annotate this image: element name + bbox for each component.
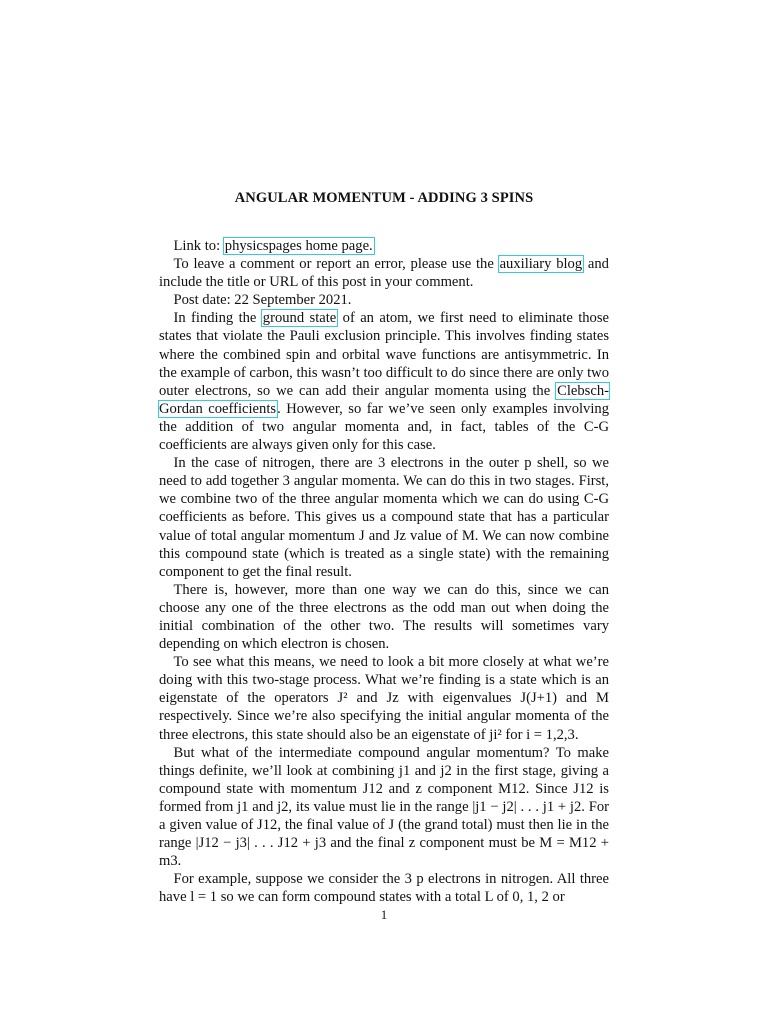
article-body bbox=[159, 237, 609, 906]
p1-text-a: In finding the bbox=[173, 310, 262, 327]
post-date: Post date: 22 September 2021. bbox=[173, 292, 352, 309]
link-prefix: Link to: bbox=[173, 238, 224, 254]
paragraph-eigenstate: To see what this means, we need to look a bit more closely at what we’re doing with this two-stage process. What we’re finding is a state which is an eigenstate of the operators J² and Jz with eigenvalues J(J+1) and M respectively. Since we’re also specifying the initial angular momenta of the three electrons, this state should also be an eigenstate of ji² for i = 1,2,3. bbox=[159, 654, 609, 743]
comment-text-b: and include the title or URL of this post in your comment. bbox=[159, 256, 609, 291]
paper-title: ANGULAR MOMENTUM - ADDING 3 SPINS bbox=[234, 190, 534, 206]
clebsch-gordan-link[interactable]: Clebsch-Gordan coefficients bbox=[159, 382, 609, 417]
paragraph-example: For example, suppose we consider the 3 p electrons in nitrogen. All three have l = 1 so we can form compound states with a total L of 0, 1, 2 or bbox=[159, 871, 609, 906]
paragraph-intermediate: But what of the intermediate compound angular momentum? To make things definite, we’ll look at combining j1 and j2 in the first stage, giving a compound state with momentum J12 and z component M12. Since J12 is formed from j1 and j2, its value must lie in the range |j1 − j2| . . . j1 + j2. For a given value of J12, the final value of J (the grand total) must then lie in the range |J12 − j3| . . . J12 + j3 and the final z component must be M = M12 + m3. bbox=[159, 744, 609, 870]
comment-text-a: To leave a comment or report an error, please use the bbox=[173, 256, 499, 273]
p1-text-c: . However, so far we’ve seen only examples involving the addition of two angular momenta and, in fact, tables of the C-G coefficients are always given only for this case. bbox=[159, 400, 609, 454]
ground-state-link[interactable]: ground state bbox=[262, 310, 337, 327]
link-paragraph bbox=[159, 237, 609, 255]
p1-text-b: of an atom, we first need to eliminate those states that violate the Pauli exclusion principle. This involves finding states where the combined spin and orbital wave functions are antisymmetric. In the example of carbon, this wasn’t too difficult to do since there are only two outer electrons, so we can add their angular momenta using the bbox=[159, 310, 610, 399]
auxiliary-blog-link[interactable]: auxiliary blog bbox=[499, 256, 583, 273]
comment-paragraph bbox=[159, 255, 609, 291]
page-number: 1 bbox=[380, 908, 388, 922]
home-page-link[interactable]: physicspages home page. bbox=[224, 238, 373, 254]
paragraph-nitrogen: In the case of nitrogen, there are 3 electrons in the outer p shell, so we need to add together 3 angular momenta. We can do this in two stages. First, we combine two of the three angular momenta which we can do using C-G coefficients as before. This gives us a compound state that has a particular value of total angular momentum J and Jz value of M. We can now combine this compound state (which is treated as a single state) with the remaining component to get the final result. bbox=[159, 455, 609, 580]
paragraph-ground-state bbox=[159, 309, 609, 454]
paragraph-odd-man-out: There is, however, more than one way we can do this, since we can choose any one of the three electrons as the odd man out when doing the initial combination of the other two. The results will sometimes vary depending on which electron is chosen. bbox=[159, 581, 609, 653]
